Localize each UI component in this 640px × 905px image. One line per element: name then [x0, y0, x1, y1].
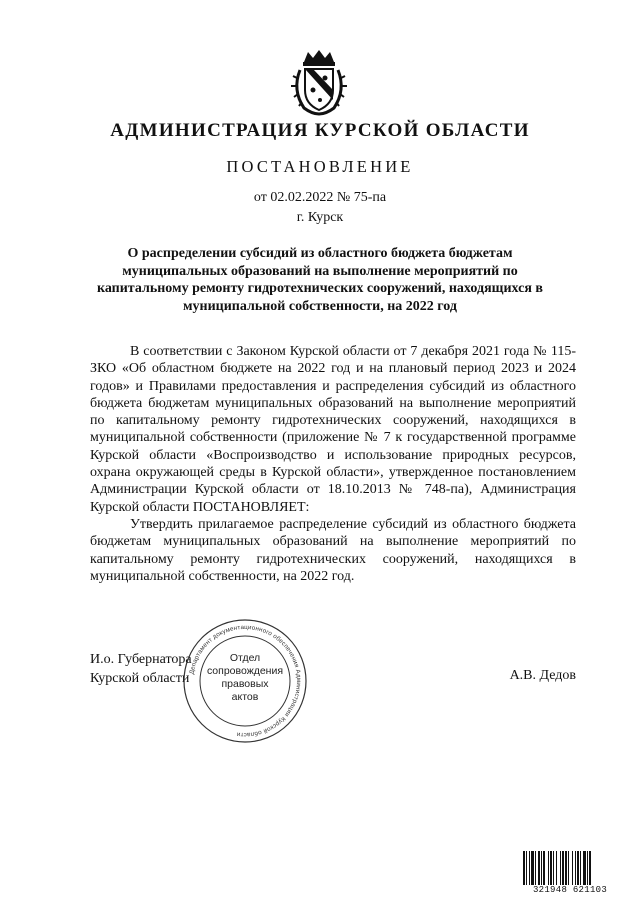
barcode-icon — [522, 851, 618, 885]
stamp-line-2: сопровождения — [206, 665, 284, 677]
barcode-number: 321948 621103 — [532, 885, 608, 895]
coat-of-arms-emblem — [290, 48, 348, 118]
stamp-line-1: Отдел — [229, 652, 261, 664]
signatory-name: А.В. Дедов — [509, 668, 576, 683]
stamp-ring-text: Департамент документационного обеспечения Администрации Курской области — [188, 623, 303, 739]
signatory-position — [90, 650, 192, 688]
body-paragraph-2: Утвердить прилагаемое распределение субсидий из областного бюджета бюджетам муниципальных образований на выполнение мероприятий по капитальному ремонту гидротехнических сооружений, находящихся в муниципальной собственности, на 2022 год. — [90, 516, 576, 584]
signatory-position-line2: Курской области — [90, 671, 190, 686]
document-body — [90, 343, 576, 585]
document-number: от 02.02.2022 № 75-па — [253, 190, 387, 205]
stamp-line-3: правовых — [221, 678, 269, 690]
stamp-line-4: актов — [231, 691, 259, 703]
document-type: ПОСТАНОВЛЕНИЕ — [226, 157, 414, 176]
document-city: г. Курск — [296, 210, 344, 225]
signatory-position-line1: И.о. Губернатора — [90, 652, 192, 667]
stamp-inner-text — [182, 652, 308, 704]
document-title: О распределении субсидий из областного бюджета бюджетам муниципальных образований на выполнение мероприятий по капитальному ремонту гидротехнических сооружений, находящихся в муниципальной собственности, на 2022 год — [97, 246, 543, 314]
organization-title: АДМИНИСТРАЦИЯ КУРСКОЙ ОБЛАСТИ — [110, 120, 530, 141]
body-paragraph-1: В соответствии с Законом Курской области от 7 декабря 2021 года № 115-ЗКО «Об областном бюджете на 2022 год и на плановый период 2023 и 2024 годов» и Правилами предоставления и распределения субсидий из областного бюджета бюджетам муниципальных образований на выполнение мероприятий по капитальному ремонту гидротехнических сооружений, находящихся в муниципальной собственности (приложение № 7 к государственной программе Курской области «Воспроизводство и использование природных ресурсов, охрана окружающей среды в Курской области», утвержденное постановлением Администрации Курской области от 18.10.2013 № 748-па), Администрация Курской области ПОСТАНОВЛЯЕТ: — [90, 344, 576, 515]
